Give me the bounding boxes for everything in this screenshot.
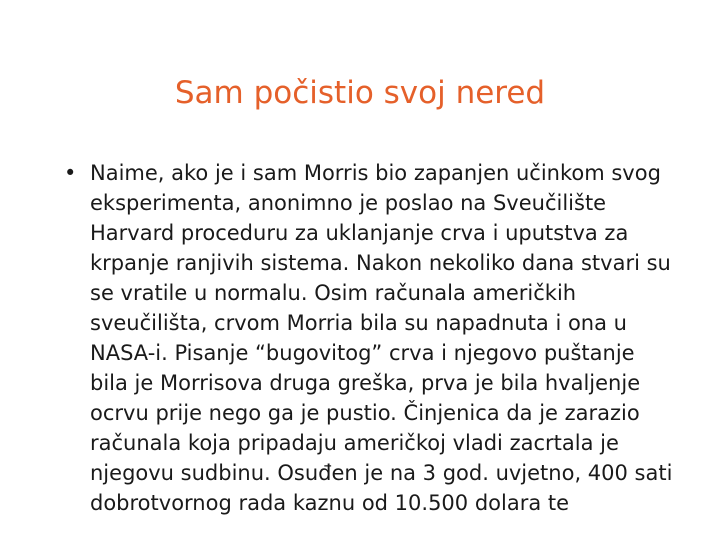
bullet-list xyxy=(60,158,675,518)
bullet-item xyxy=(60,158,675,518)
slide-title: Sam počistio svoj nered xyxy=(174,75,546,111)
bullet-dot-icon: • xyxy=(64,161,77,185)
bullet-text: Naime, ako je i sam Morris bio zapanjen učinkom svog eksperimenta, anonimno je poslao na Sveučilište Harvard proceduru za uklanjanje crva i uputstva za krpanje ranjivih sistema. Nakon nekoliko dana stvari su se vratile u normalu. Osim računala američkih sveučilišta, crvom Morria bila su napadnuta i ona u NASA-i. Pisanje “bugovitog” crva i njegovo puštanje bila je Morrisova druga greška, prva je bila hvaljenje ocrvu prije nego ga je pustio. Činjenica da je zarazio računala koja pripadaju američkoj vladi zacrtala je njegovu sudbinu. Osuđen je na 3 god. uvjetno, 400 sati dobrotvornog rada kaznu od 10.500 dolara te xyxy=(90,161,673,515)
